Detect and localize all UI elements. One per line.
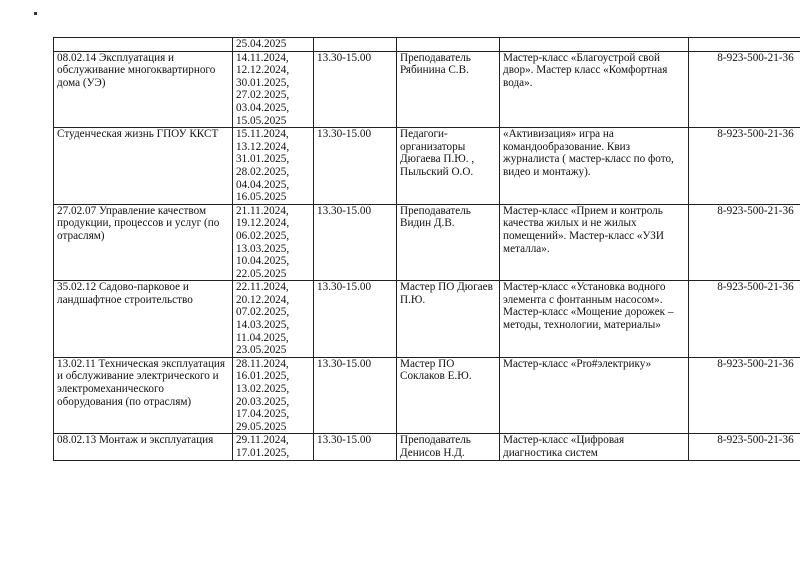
phone-cell: 8-923-500-21-36 (689, 434, 800, 460)
table-row (54, 128, 800, 205)
date-line: 04.04.2025, (236, 178, 290, 191)
teacher-cell: Преподаватель Рябинина С.В. (397, 51, 500, 128)
date-line: 10.04.2025, (236, 255, 290, 268)
table-row (54, 281, 800, 358)
time-cell (314, 38, 397, 52)
phone-cell: 8-923-500-21-36 (689, 204, 800, 281)
teacher-cell: Педагоги-организаторы Дюгаева П.Ю. , Пыльский О.О. (397, 128, 500, 205)
date-line: 30.01.2025, (236, 76, 290, 89)
program-cell: 13.02.11 Техническая эксплуатация и обслуживание электрического и электромеханического оборудования (по отраслям) (54, 357, 233, 434)
time-cell: 13.30-15.00 (314, 434, 397, 460)
page-mark (34, 12, 37, 15)
dates-cell (233, 434, 314, 460)
event-cell: Мастер-класс «Pro#электрику» (500, 357, 689, 434)
date-line: 13.03.2025, (236, 242, 290, 255)
date-line: 16.01.2025, (236, 370, 290, 383)
date-line: 15.05.2025 (236, 114, 287, 127)
date-line: 13.02.2025, (236, 383, 290, 396)
date-line: 12.12.2024, (236, 64, 290, 77)
date-line: 21.11.2024, (236, 204, 289, 217)
date-line: 16.05.2025 (236, 191, 287, 204)
time-cell: 13.30-15.00 (314, 357, 397, 434)
date-line: 13.12.2024, (236, 140, 290, 153)
program-cell: 35.02.12 Садово-парковое и ландшафтное строительство (54, 281, 233, 358)
date-line: 28.11.2024, (236, 357, 289, 370)
event-cell: Мастер-класс «Прием и контроль качества жилых и не жилых помещений». Мастер-класс «УЗИ металла». (500, 204, 689, 281)
date-line: 17.01.2025, (236, 447, 290, 459)
schedule-table (53, 37, 800, 461)
date-line: 22.05.2025 (236, 267, 287, 280)
time-cell: 13.30-15.00 (314, 281, 397, 358)
teacher-cell: Преподаватель Денисов Н.Д. (397, 434, 500, 460)
dates-cell (233, 281, 314, 358)
teacher-cell: Мастер ПО Соклаков Е.Ю. (397, 357, 500, 434)
program-cell: Студенческая жизнь ГПОУ ККСТ (54, 128, 233, 205)
date-line: 31.01.2025, (236, 153, 290, 166)
dates-cell (233, 357, 314, 434)
phone-cell: 8-923-500-21-36 (689, 357, 800, 434)
program-cell: 08.02.13 Монтаж и эксплуатация (54, 434, 233, 460)
teacher-cell: Преподаватель Видин Д.В. (397, 204, 500, 281)
date-line: 14.11.2024, (236, 51, 289, 64)
date-line: 06.02.2025, (236, 229, 290, 242)
program-cell: 08.02.14 Эксплуатация и обслуживание многоквартирного дома (УЭ) (54, 51, 233, 128)
dates-cell (233, 38, 314, 52)
program-cell: 27.02.07 Управление качеством продукции, процессов и услуг (по отраслям) (54, 204, 233, 281)
date-line: 28.02.2025, (236, 165, 290, 178)
date-line: 03.04.2025, (236, 101, 290, 114)
phone-cell: 8-923-500-21-36 (689, 51, 800, 128)
date-line: 07.02.2025, (236, 306, 290, 319)
date-line: 17.04.2025, (236, 408, 290, 421)
time-cell: 13.30-15.00 (314, 204, 397, 281)
dates-cell (233, 204, 314, 281)
event-cell: «Активизация» игра на командообразование. Квиз журналиста ( мастер-класс по фото, видео и монтажу). (500, 128, 689, 205)
table-row (54, 357, 800, 434)
date-line: 22.11.2024, (236, 281, 289, 294)
table-row (54, 204, 800, 281)
date-line: 19.12.2024, (236, 217, 290, 230)
event-cell (500, 38, 689, 52)
time-cell: 13.30-15.00 (314, 51, 397, 128)
dates-cell (233, 128, 314, 205)
program-cell (54, 38, 233, 52)
event-cell: Мастер-класс «Благоустрой свой двор». Мастер класс «Комфортная вода». (500, 51, 689, 128)
table-row (54, 51, 800, 128)
date-line: 20.03.2025, (236, 395, 290, 408)
table-row-continued (54, 38, 800, 52)
date-line: 20.12.2024, (236, 293, 290, 306)
phone-cell: 8-923-500-21-36 (689, 128, 800, 205)
event-cell: Мастер-класс «Цифровая диагностика систем (500, 434, 689, 460)
date-line: 29.11.2024, (236, 434, 289, 447)
date-line: 23.05.2025 (236, 344, 287, 357)
date-line: 15.11.2024, (236, 128, 289, 141)
date-line: 29.05.2025 (236, 420, 287, 433)
date-line: 27.02.2025, (236, 89, 290, 102)
date-line: 25.04.2025 (236, 38, 287, 50)
time-cell: 13.30-15.00 (314, 128, 397, 205)
date-line: 11.04.2025, (236, 331, 289, 344)
date-line: 14.03.2025, (236, 319, 290, 332)
phone-cell: 8-923-500-21-36 (689, 281, 800, 358)
table-row (54, 434, 800, 460)
teacher-cell: Мастер ПО Дюгаев П.Ю. (397, 281, 500, 358)
teacher-cell (397, 38, 500, 52)
dates-cell (233, 51, 314, 128)
phone-cell (689, 38, 800, 52)
event-cell: Мастер-класс «Установка водного элемента с фонтанным насосом». Мастер-класс «Мощение дорожек – методы, технологии, материалы» (500, 281, 689, 358)
